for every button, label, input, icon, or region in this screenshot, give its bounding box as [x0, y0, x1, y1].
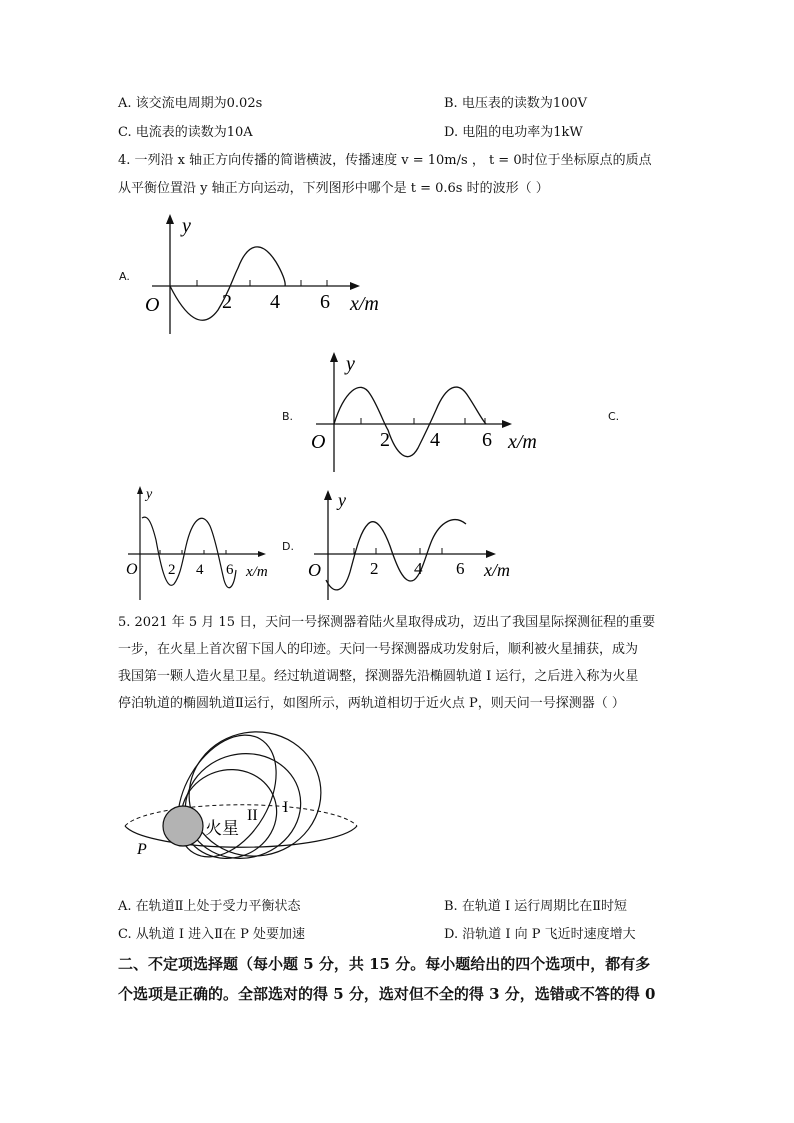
- q4-c-tick-2: 2: [168, 562, 176, 578]
- mars-icon: [163, 806, 203, 846]
- q4-b-tick-4: 4: [430, 429, 440, 451]
- q5-stem-line2: 一步，在火星上首次留下国人的印迹。天问一号探测器成功发射后，顺利被火星捕获，成为: [118, 642, 639, 657]
- q4-c-y-axis-label: y: [146, 487, 153, 502]
- q4-b-tick-2: 2: [380, 429, 390, 451]
- q4-d-origin-label: O: [308, 560, 321, 580]
- q4-d-tick-4: 4: [414, 559, 423, 578]
- q4-d-x-axis-label: x/m: [484, 560, 510, 580]
- q3-option-b: B. 电压表的读数为100V: [444, 96, 588, 111]
- q4-b-origin-label: O: [311, 431, 326, 453]
- q4-c-origin-label: O: [126, 561, 138, 578]
- q5-orbit-figure: [115, 722, 365, 872]
- section2-heading-line2: 个选项是正确的。全部选对的得 5 分，选对但不全的得 3 分，选错或不答的得 0: [118, 985, 656, 1003]
- q4-a-y-axis-label: y: [182, 215, 191, 237]
- q4-a-x-axis-label: x/m: [350, 293, 379, 315]
- q4-graph-d: [304, 484, 534, 604]
- q4-b-y-axis-label: y: [346, 353, 355, 375]
- q5-fig-mars-label: 火星: [205, 819, 239, 838]
- q5-fig-orbit1-label: I: [283, 799, 289, 816]
- q4-graph-b-label: B.: [282, 410, 294, 423]
- q4-a-tick-6: 6: [320, 291, 330, 313]
- q4-d-tick-2: 2: [370, 559, 379, 578]
- q5-fig-p-label: P: [137, 841, 147, 858]
- q4-c-tick-4: 4: [196, 562, 204, 578]
- q4-a-tick-4: 4: [270, 291, 280, 313]
- q4-stem-line1: 4. 一列沿 x 轴正方向传播的简谐横波，传播速度 v = 10m/s ， t = 0时位于坐标原点的质点: [118, 153, 652, 168]
- q5-option-b: B. 在轨道 I 运行周期比在Ⅱ时短: [444, 899, 628, 914]
- q4-d-tick-6: 6: [456, 559, 465, 578]
- q4-graph-a: [140, 210, 400, 340]
- q5-fig-orbit2-label: II: [247, 807, 258, 824]
- q4-b-x-axis-label: x/m: [508, 431, 537, 453]
- q4-graph-c-marker: C.: [608, 410, 620, 423]
- q4-graph-b: [304, 348, 564, 478]
- q5-option-a: A. 在轨道Ⅱ上处于受力平衡状态: [118, 899, 301, 914]
- q3-option-c: C. 电流表的读数为10A: [118, 125, 253, 140]
- q4-stem-line2: 从平衡位置沿 y 轴正方向运动，下列图形中哪个是 t = 0.6s 时的波形（ ）: [118, 181, 549, 196]
- q5-option-d: D. 沿轨道 I 向 P 飞近时速度增大: [444, 927, 636, 942]
- q4-c-tick-6: 6: [226, 562, 234, 578]
- q3-option-d: D. 电阻的电功率为1kW: [444, 125, 583, 140]
- q4-c-x-axis-label: x/m: [246, 564, 268, 580]
- q4-graph-c: [118, 484, 288, 604]
- q4-a-tick-2: 2: [222, 291, 232, 313]
- q4-a-origin-label: O: [145, 294, 160, 316]
- q5-option-c: C. 从轨道 I 进入Ⅱ在 P 处要加速: [118, 927, 305, 942]
- q5-stem-line3: 我国第一颗人造火星卫星。经过轨道调整，探测器先沿椭圆轨道 I 运行，之后进入称为火星: [118, 669, 639, 684]
- q5-stem-line1: 5. 2021 年 5 月 15 日，天问一号探测器着陆火星取得成功，迈出了我国星际探测征程的重要: [118, 615, 656, 630]
- section2-heading-line1: 二、不定项选择题（每小题 5 分，共 15 分。每小题给出的四个选项中，都有多: [118, 955, 651, 973]
- q4-graph-d-label: D.: [282, 540, 294, 553]
- q4-graph-a-label: A.: [119, 270, 130, 283]
- q3-option-a: A. 该交流电周期为0.02s: [118, 96, 263, 111]
- q4-b-tick-6: 6: [482, 429, 492, 451]
- q5-stem-line4: 停泊轨道的椭圆轨道Ⅱ运行，如图所示，两轨道相切于近火点 P，则天问一号探测器（ ）: [118, 696, 625, 711]
- q4-d-y-axis-label: y: [338, 490, 346, 510]
